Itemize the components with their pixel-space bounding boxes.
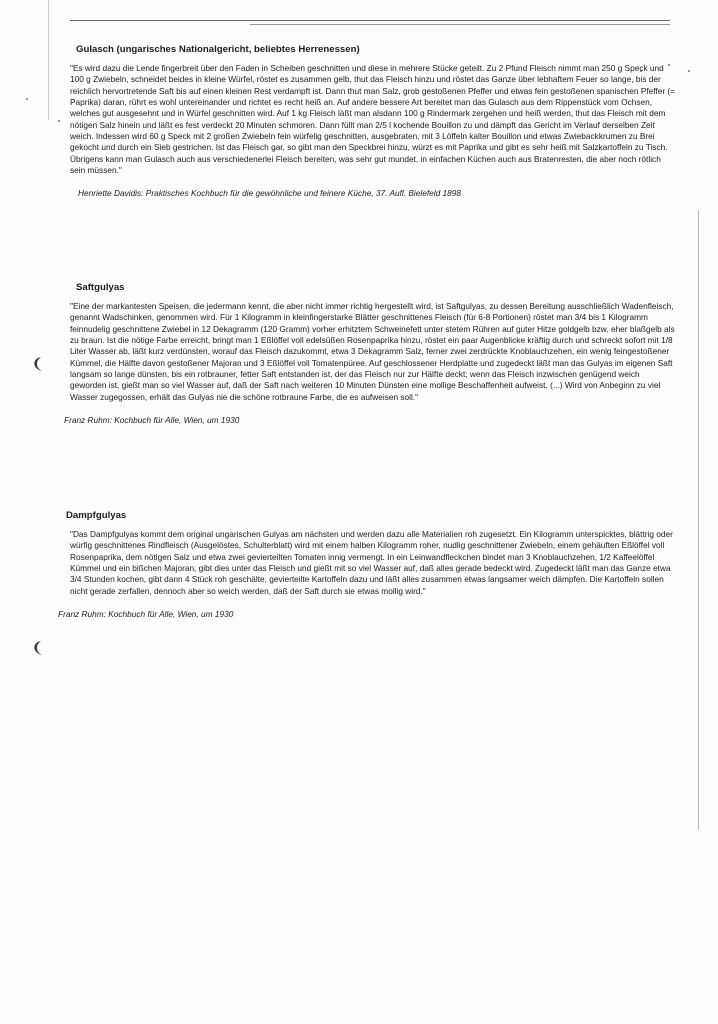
recipe-section-gulasch: [70, 44, 678, 198]
recipe-quote: "Es wird dazu die Lende fingerbreit über den Faden in Scheiben geschnitten und diese in mehrere Stücke geteilt. Zu 2 Pfund Fleisch nimmt man 250 g Speck und 100 g Zwiebeln, schneidet beides in kleine Würfel, röstet es zusammen gelb, thut das Fleisch hinzu und röstet das Ganze über lebhaftem Feuer so lange, bis der reichlich hervortretende Saft bis auf einen kleinen Rest verdampft ist. Dann thut man Salz, grob gestoßenen Pfeffer und etwas fein gestoßenen spanischen Pfeffer (= Paprika) daran, rührt es wohl untereinander und richtet es recht heiß an. Auf andere bessere Art bereitet man das Gulasch aus dem Rippenstück vom Ochsen, welches gut ausgesehnt und in Würfel geschnitten wird. Auf 1 kg Fleisch läßt man alsdann 100 g Rindermark zergehen und heiß werden, thut das Fleisch mit dem nötigen Salz hinein und läßt es fest verdeckt 20 Minuten schmoren. Dann füllt man 2/5 l kochende Bouillon zu und dämpft das Gericht im Verlauf derselben Zeit weich. Indessen wird 60 g Speck mit 2 großen Zwiebeln fein würfelig geschnitten, ausgebraten, mit 3 Löffeln kalter Bouillon und etwas Zwiebackkrumen zu Brei gekocht und durch ein Sieb gestrichen. Ist das Fleisch gar, so gibt man den Speckbrei hinzu, würzt es mit Paprika und gibt es sehr heiß mit Salzkartoffeln zu Tisch. Übrigens kann man Gulasch auch aus verschiedenerlei Fleisch bereiten, was sehr gut mundet, in einfachen Küchen auch aus Bratenresten, die aber noch rötlich sein müssen.": [70, 63, 676, 176]
scan-speck: [58, 120, 60, 122]
section-title: Dampfgulyas: [66, 510, 127, 521]
recipe-source: Franz Ruhm: Kochbuch für Alle, Wien, um 1930: [58, 609, 234, 620]
left-edge-line: [48, 0, 49, 120]
top-rule-secondary: [250, 24, 670, 25]
scan-speck: [26, 98, 28, 100]
recipe-quote: "Eine der markantesten Speisen, die jedermann kennt, die aber nicht immer richtig hergestellt wird, ist Saftgulyas, zu dessen Bereitung ausschließlich Wadenfleisch, genannt Wadschinken, genommen wird. Für 1 Kilogramm in kleinfingerstarke Blätter geschnittenes Fleisch (für 6-8 Portionen) röstet man 3/4 bis 1 Kilogramm feinnudelig geschnittene Zwiebel in 12 Dekagramm (120 Gramm) vorher erhitztem Schweinefett unter stetem Rühren auf guter Hitze goldgelb bzw. eher blaßgelb als zu braun. Ist die nötige Farbe erreicht, bringt man 1 Eßlöffel voll edelsüßen Rosenpaprika hinzu, röstet ein paar Augenblicke kräftig durch und schreckt sofort mit 1/8 Liter Wasser ab, läßt kurz verdünsten, worauf das Fleisch dazukommt, etwa 3 Dekagramm Salz, ferner zwei zerdrückte Knoblauchzehen, ein wenig feingestoßener Kümmel, die Hälfte davon gestoßener Majoran und 3 Eßlöffel voll Tomatenpüree. Auf geschlossener Herdplatte und zugedeckt läßt man das Gulyas im eigenen Saft langsam so lange dünsten, bis ein rotbrauner, fetter Saft entstanden ist, der das Fleisch nur zur Hälfte deckt; wenn das Fleisch inzwischen genügend weich geworden ist, gießt man so viel Wasser auf, daß der Saft nach weiteren 10 Minuten Dünsten eine mollige Beschaffenheit aufweist. (...) Wird von Anbeginn zu viel Wasser zugegossen, erhält das Gulyas nie die schöne rotbraune Farbe, die es aufweisen soll.": [70, 301, 675, 402]
recipe-source: Henriette Davidis: Praktisches Kochbuch für die gewöhnliche und feinere Küche, 37. Aufl. Bielefeld 1898: [78, 188, 461, 199]
recipe-section-dampfgulyas: [58, 510, 678, 620]
top-rule: [70, 20, 670, 21]
right-edge-line: [698, 210, 699, 830]
binder-hole-icon: [30, 640, 44, 656]
recipe-quote: "Das Dampfgulyas kommt dem original ungarischen Gulyas am nächsten und werden dazu alle Materialien roh zugesetzt. Ein Kilogramm unterspicktes, blättrig oder würfig geschnittenes Rindfleisch (Ausgelöstes, Schulterblatt) wird mit einem halben Kilogramm roher, nudlig geschnittener Zwiebeln, einem gehäuften Eßlöffel voll Rosenpaprika, dem nötigen Salz und etwa zwei gevierteilten Tomaten innig vermengt. In ein Leinwandfleckchen bindet man 3 Knoblauchzehen, 1/2 Kaffeelöffel Kümmel und ein bißchen Majoran, gibt dies unter das Fleisch und gießt mit so viel Wasser auf, daß alles gerade bedeckt wird. Zugedeckt läßt man das Ganze etwa 3/4 Stunden kochen, gibt dann 4 Stück roh geschälte, gevierteilte Kartoffeln dazu und läßt alles zusammen etwas langsamer weich dämpfen. Die Kartoffeln sollen nicht gerade zerfallen, dennoch aber so weich werden, daß der Saft durch sie etwas mollig wird.": [70, 529, 673, 596]
recipe-section-saftgulyas: [64, 282, 678, 426]
binder-hole-icon: [30, 356, 44, 372]
scan-speck: [688, 70, 690, 72]
section-title: Saftgulyas: [76, 282, 125, 293]
recipe-source: Franz Ruhm: Kochbuch für Alle, Wien, um 1930: [64, 415, 240, 426]
section-title: Gulasch (ungarisches Nationalgericht, beliebtes Herrenessen): [76, 44, 360, 55]
